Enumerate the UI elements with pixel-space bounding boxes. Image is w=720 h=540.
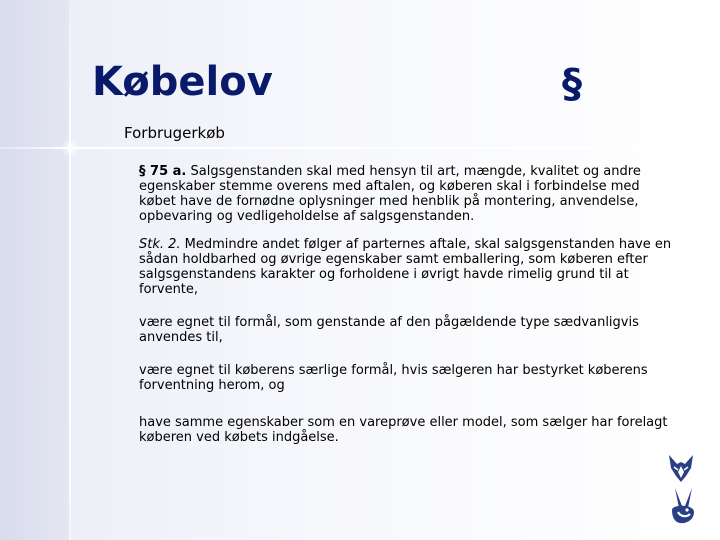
left-decor-band	[0, 0, 70, 540]
horizontal-divider-line	[0, 147, 720, 149]
paragraph-item-1: være egnet til formål, som genstande af den pågældende type sædvanligvis anvendes til,	[139, 315, 639, 345]
section-sign: §	[562, 61, 582, 107]
paragraph-75a-prefix: § 75 a.	[139, 164, 187, 179]
paragraph-item-3: have samme egenskaber som en vareprøve eller model, som sælger har forelagt køberen ved købets indgåelse.	[139, 415, 668, 445]
paragraph-75a-text: Salgsgenstanden skal med hensyn til art, mængde, kvalitet og andre egenskaber stemme overens med aftalen, og køberen skal i forbindelse med købet have de fornødne oplysninger med henblik på montering, anvendelse, opbevaring og vedligeholdelse af salgsgenstanden.	[139, 164, 641, 224]
slide-subtitle: Forbrugerkøb	[124, 124, 225, 142]
paragraph-item-2: være egnet til køberens særlige formål, hvis sælgeren har bestyrket køberens forventning herom, og	[139, 363, 648, 393]
fox-head-logo-icon	[666, 452, 696, 486]
hare-logo-icon	[666, 486, 700, 526]
paragraph-stk2-text: Medmindre andet følger af parternes aftale, skal salgsgenstanden have en sådan holdbarhed og øvrige egenskaber samt emballering, som køberen efter salgsgenstandens karakter og forholdene i øvrigt havde rimelig grund til at forvente,	[139, 237, 672, 297]
slide-title: Købelov	[92, 59, 273, 105]
sparkle-icon	[52, 130, 88, 166]
paragraph-stk2-prefix: Stk. 2.	[139, 237, 181, 252]
vertical-divider-line	[69, 0, 71, 540]
paragraph-stk2	[139, 237, 679, 297]
paragraph-75a	[139, 164, 679, 224]
slide-body	[139, 164, 679, 445]
